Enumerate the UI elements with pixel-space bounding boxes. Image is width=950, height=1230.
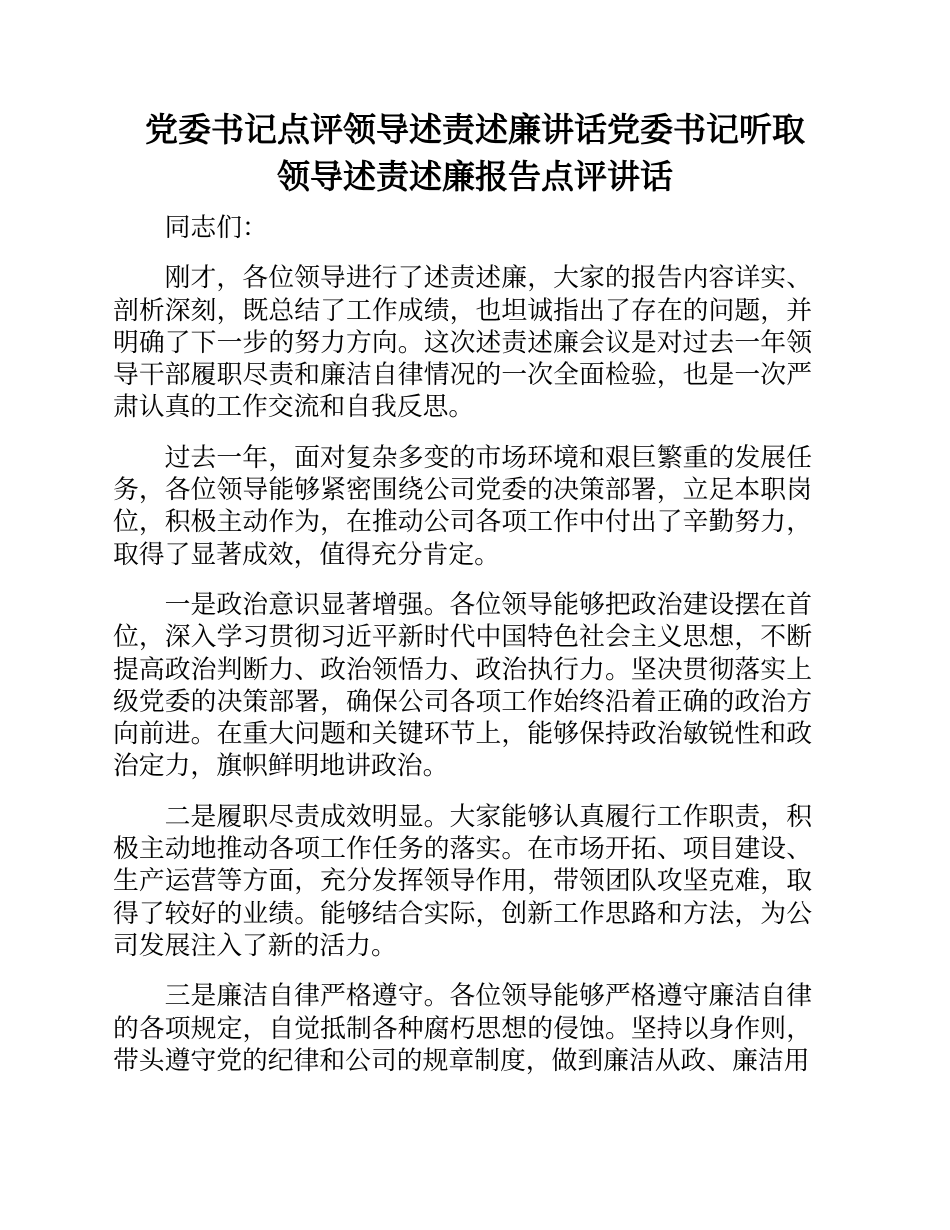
salutation: 同志们： bbox=[164, 213, 268, 242]
paragraph: 一是政治意识显著增强。各位领导能够把政治建设摆在首位，深入学习贯彻习近平新时代中国特色社会主义思想，不断提高政治判断力、政治领悟力、政治执行力。坚决贯彻落实上级党委的决策部署，确保公司各项工作始终沿着正确的政治方向前进。在重大问题和关键环节上，能够保持政治敏锐性和政治定力，旗帜鲜明地讲政治。 bbox=[113, 589, 812, 781]
paragraph: 二是履职尽责成效明显。大家能够认真履行工作职责，积极主动地推动各项工作任务的落实。在市场开拓、项目建设、生产运营等方面，充分发挥领导作用，带领团队攻坚克难，取得了较好的业绩。能够结合实际，创新工作思路和方法，为公司发展注入了新的活力。 bbox=[113, 801, 812, 960]
document-title bbox=[0, 106, 950, 200]
paragraph: 三是廉洁自律严格遵守。各位领导能够严格遵守廉洁自律的各项规定，自觉抵制各种腐朽思想的侵蚀。坚持以身作则，带头遵守党的纪律和公司的规章制度，做到廉洁从政、廉洁用 bbox=[113, 981, 812, 1075]
paragraph: 过去一年，面对复杂多变的市场环境和艰巨繁重的发展任务，各位领导能够紧密围绕公司党委的决策部署，立足本职岗位，积极主动作为，在推动公司各项工作中付出了辛勤努力，取得了显著成效，值得充分肯定。 bbox=[113, 442, 812, 569]
document-title-line-1: 党委书记点评领导述责述廉讲话党委书记听取 bbox=[145, 111, 805, 148]
paragraph: 刚才，各位领导进行了述责述廉，大家的报告内容详实、剖析深刻，既总结了工作成绩，也坦诚指出了存在的问题，并明确了下一步的努力方向。这次述责述廉会议是对过去一年领导干部履职尽责和廉洁自律情况的一次全面检验，也是一次严肃认真的工作交流和自我反思。 bbox=[113, 263, 812, 422]
paragraph-list bbox=[113, 262, 812, 1077]
document-title-line-2: 领导述责述廉报告点评讲话 bbox=[277, 158, 673, 195]
document-body bbox=[113, 212, 812, 1077]
